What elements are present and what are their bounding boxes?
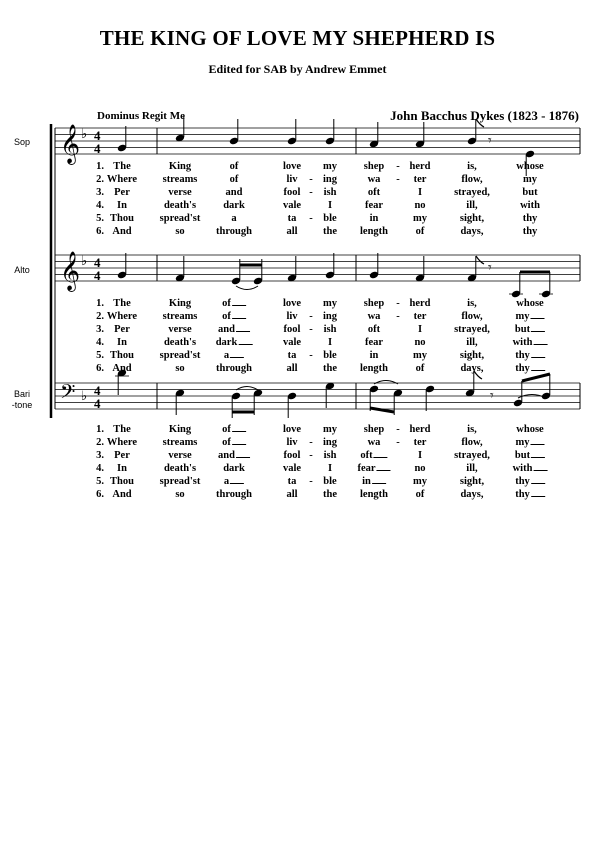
baritone-slur xyxy=(374,381,398,385)
lyric-syllable: verse xyxy=(168,187,192,198)
lyric-syllable: I xyxy=(417,324,423,335)
lyric-syllable: In xyxy=(117,337,127,348)
lyric-syllable: King xyxy=(168,298,192,309)
verse-number: 3. xyxy=(96,324,104,335)
lyric-syllable: oft xyxy=(367,187,381,198)
lyric-syllable: Thou xyxy=(110,476,134,487)
lyric-syllable: verse xyxy=(168,324,192,335)
lyric-syllable: is, xyxy=(467,161,477,172)
verse-number: 6. xyxy=(96,363,104,374)
lyric-syllable: all xyxy=(286,363,298,374)
lyric-syllable: shep xyxy=(363,161,385,172)
lyric-syllable: King xyxy=(168,424,192,435)
lyric-syllable: strayed, xyxy=(454,324,490,335)
lyric-syllable: And xyxy=(112,363,132,374)
verse-number: 2. xyxy=(96,174,104,185)
lyric-syllable: vale xyxy=(282,463,302,474)
lyric-syllable: I xyxy=(327,337,333,348)
time-signature-bottom: 4 xyxy=(94,141,101,156)
lyric-syllable: days, xyxy=(460,226,484,237)
verse-number: 1. xyxy=(96,161,104,172)
lyric-syllable: a xyxy=(231,213,237,224)
lyric-syllable: liv xyxy=(286,437,298,448)
lyric-syllable: love xyxy=(282,298,302,309)
lyric-syllable: herd xyxy=(409,298,431,309)
lyric-syllable: ing xyxy=(322,174,338,185)
verse-number: 1. xyxy=(96,298,104,309)
lyric-syllable: Per xyxy=(114,324,130,335)
lyric-syllable: fear xyxy=(357,463,390,475)
lyric-syllable: sight, xyxy=(459,213,485,224)
verse-number: 5. xyxy=(96,213,104,224)
lyric-syllable: but xyxy=(515,324,545,336)
time-signature-bottom: 4 xyxy=(94,268,101,283)
lyric-syllable: Where xyxy=(106,311,138,322)
lyric-syllable: of xyxy=(415,489,425,500)
page-title: THE KING OF LOVE MY SHEPHERD IS xyxy=(99,26,496,50)
lyric-syllable: streams xyxy=(162,174,198,185)
lyric-syllable: I xyxy=(327,463,333,474)
lyric-syllable: the xyxy=(323,489,337,500)
lyric-syllable: but xyxy=(515,450,545,462)
lyric-syllable: Per xyxy=(114,187,130,198)
lyric-syllable: Thou xyxy=(110,213,134,224)
lyric-syllable: love xyxy=(282,161,302,172)
lyric-syllable: spread'st xyxy=(159,350,201,361)
lyric-syllable: ish xyxy=(323,187,337,198)
lyric-syllable: of xyxy=(415,363,425,374)
lyric-syllable: ble xyxy=(323,213,337,224)
lyric-syllable: thy xyxy=(515,350,545,362)
lyric-syllable: all xyxy=(286,226,298,237)
lyric-syllable: my xyxy=(323,161,337,172)
lyric-syllable: spread'st xyxy=(159,213,201,224)
lyric-syllable: vale xyxy=(282,200,302,211)
lyric-syllable: all xyxy=(286,489,298,500)
bass-clef-icon: 𝄢 xyxy=(60,380,76,408)
lyric-syllable: length xyxy=(359,363,389,374)
lyric-syllable: my xyxy=(523,174,537,185)
lyric-syllable: streams xyxy=(162,437,198,448)
lyric-syllable: thy xyxy=(522,213,538,224)
lyric-syllable: ble xyxy=(323,350,337,361)
key-signature-flat-icon: ♭ xyxy=(81,254,88,269)
eighth-rest-icon: 𝄾 xyxy=(490,388,494,404)
lyric-syllable: my xyxy=(516,311,545,323)
lyric-syllable: no xyxy=(414,200,426,211)
lyric-syllable: dark xyxy=(216,337,253,349)
lyric-syllable: fool xyxy=(283,187,301,198)
lyric-syllable: Where xyxy=(106,174,138,185)
page-subtitle: Edited for SAB by Andrew Emmet xyxy=(208,62,387,76)
lyric-syllable: and xyxy=(218,324,250,336)
lyric-syllable: Where xyxy=(106,437,138,448)
lyric-syllable: ble xyxy=(323,476,337,487)
lyric-syllable: my xyxy=(413,350,427,361)
eighth-rest-icon: 𝄾 xyxy=(488,260,492,276)
lyric-syllable: vale xyxy=(282,337,302,348)
lyric-syllable: with xyxy=(520,200,540,211)
lyric-syllable: so xyxy=(175,489,185,500)
lyric-syllable: in xyxy=(369,213,379,224)
lyric-syllable: fear xyxy=(364,337,384,348)
lyric-syllable: my xyxy=(323,424,337,435)
staff-label-baritone-2: -tone xyxy=(11,400,33,410)
key-signature-flat-icon: ♭ xyxy=(81,127,88,142)
lyric-syllable: with xyxy=(513,463,548,475)
lyric-syllable: through xyxy=(216,363,252,374)
lyric-syllable: herd xyxy=(409,161,431,172)
lyric-syllable: spread'st xyxy=(159,476,201,487)
lyric-syllable: In xyxy=(117,200,127,211)
lyric-syllable: days, xyxy=(460,363,484,374)
lyric-syllable: I xyxy=(327,200,333,211)
lyric-syllable: is, xyxy=(467,298,477,309)
lyric-syllable: my xyxy=(323,298,337,309)
lyric-syllable: fear xyxy=(364,200,384,211)
lyric-syllable: liv xyxy=(286,311,298,322)
lyric-syllable: through xyxy=(216,489,252,500)
lyric-syllable: sight, xyxy=(459,476,485,487)
staff-label-soprano: Sop xyxy=(13,137,30,147)
lyric-hyphen: - xyxy=(309,311,313,322)
lyric-syllable: oft xyxy=(360,450,387,462)
lyric-syllable: flow, xyxy=(461,174,483,185)
lyric-syllable: days, xyxy=(460,489,484,500)
lyric-syllable: strayed, xyxy=(454,450,490,461)
lyric-syllable: but xyxy=(522,187,538,198)
verse-number: 3. xyxy=(96,187,104,198)
lyric-syllable: the xyxy=(323,226,337,237)
lyric-syllable: of xyxy=(229,174,239,185)
eighth-rest-icon: 𝄾 xyxy=(488,133,492,149)
lyric-syllable: thy xyxy=(515,489,545,501)
lyric-syllable: of xyxy=(415,226,425,237)
lyric-syllable: wa xyxy=(367,174,381,185)
lyric-hyphen: - xyxy=(309,350,313,361)
soprano-note-flag xyxy=(476,119,484,127)
lyric-syllable: with xyxy=(513,337,548,349)
lyric-syllable: of xyxy=(222,311,246,323)
lyric-hyphen: - xyxy=(309,450,313,461)
time-signature-top: 4 xyxy=(94,383,101,398)
lyric-syllable: And xyxy=(112,226,132,237)
verse-number: 2. xyxy=(96,311,104,322)
lyric-syllable: verse xyxy=(168,450,192,461)
lyric-hyphen: - xyxy=(309,213,313,224)
lyric-syllable: strayed, xyxy=(454,187,490,198)
lyric-syllable: ta xyxy=(287,213,297,224)
lyric-syllable: shep xyxy=(363,298,385,309)
lyric-syllable: ing xyxy=(322,311,338,322)
lyric-syllable: shep xyxy=(363,424,385,435)
treble-clef-icon: 𝄞 xyxy=(60,124,81,164)
lyric-syllable: my xyxy=(413,476,427,487)
lyric-syllable: flow, xyxy=(461,437,483,448)
lyric-hyphen: - xyxy=(396,298,400,309)
lyric-syllable: length xyxy=(359,226,389,237)
staff-label-baritone-1: Bari xyxy=(13,389,30,399)
lyric-syllable: of xyxy=(229,161,239,172)
lyric-syllable: is, xyxy=(467,424,477,435)
lyric-syllable: whose xyxy=(516,161,544,172)
lyric-syllable: liv xyxy=(286,174,298,185)
lyric-syllable: oft xyxy=(367,324,381,335)
lyric-syllable: thy xyxy=(515,476,545,488)
lyric-hyphen: - xyxy=(396,424,400,435)
verse-number: 2. xyxy=(96,437,104,448)
lyric-syllable: Thou xyxy=(110,350,134,361)
verse-number: 3. xyxy=(96,450,104,461)
lyric-syllable: so xyxy=(175,363,185,374)
key-signature-flat-icon: ♭ xyxy=(81,389,88,404)
baritone-beam xyxy=(522,374,550,381)
lyric-hyphen: - xyxy=(309,437,313,448)
lyric-hyphen: - xyxy=(309,476,313,487)
composer-credit: John Bacchus Dykes (1823 - 1876) xyxy=(390,108,579,123)
lyric-syllable: ing xyxy=(322,437,338,448)
lyric-syllable: ter xyxy=(413,311,427,322)
lyric-syllable: ter xyxy=(413,174,427,185)
lyric-syllable: fool xyxy=(283,450,301,461)
lyric-syllable: sight, xyxy=(459,350,485,361)
time-signature-bottom: 4 xyxy=(94,396,101,411)
alto-slur xyxy=(236,286,258,290)
alto-note-flag xyxy=(476,256,484,264)
lyric-syllable: whose xyxy=(516,424,544,435)
treble-clef-icon: 𝄞 xyxy=(60,251,81,291)
lyric-syllable: King xyxy=(168,161,192,172)
lyric-syllable: thy xyxy=(522,226,538,237)
lyric-syllable: through xyxy=(216,226,252,237)
lyric-syllable: love xyxy=(282,424,302,435)
lyric-syllable: The xyxy=(113,298,131,309)
tune-name: Dominus Regit Me xyxy=(97,110,185,122)
lyric-syllable: And xyxy=(112,489,132,500)
staff-label-alto: Alto xyxy=(14,265,30,275)
lyric-hyphen: - xyxy=(396,174,400,185)
lyric-syllable: ta xyxy=(287,350,297,361)
lyric-syllable: dark xyxy=(223,200,245,211)
lyric-hyphen: - xyxy=(309,324,313,335)
lyric-syllable: so xyxy=(175,226,185,237)
lyric-syllable: In xyxy=(117,463,127,474)
lyric-syllable: of xyxy=(222,424,246,436)
lyric-syllable: and xyxy=(225,187,243,198)
lyric-syllable: Per xyxy=(114,450,130,461)
lyric-syllable: length xyxy=(359,489,389,500)
lyric-syllable: The xyxy=(113,424,131,435)
lyric-syllable: my xyxy=(413,213,427,224)
lyric-syllable: ill, xyxy=(466,200,478,211)
verse-number: 4. xyxy=(96,463,104,474)
lyric-syllable: dark xyxy=(223,463,245,474)
time-signature-top: 4 xyxy=(94,255,101,270)
lyric-syllable: ta xyxy=(287,476,297,487)
lyric-syllable: The xyxy=(113,161,131,172)
lyric-syllable: a xyxy=(224,350,244,362)
lyric-hyphen: - xyxy=(309,174,313,185)
lyric-syllable: fool xyxy=(283,324,301,335)
lyric-hyphen: - xyxy=(396,437,400,448)
verse-number: 4. xyxy=(96,337,104,348)
verse-number: 6. xyxy=(96,489,104,500)
lyric-syllable: of xyxy=(222,437,246,449)
lyric-syllable: wa xyxy=(367,437,381,448)
lyric-hyphen: - xyxy=(396,311,400,322)
lyric-syllable: ish xyxy=(323,324,337,335)
lyric-syllable: a xyxy=(224,476,244,488)
lyric-syllable: I xyxy=(417,450,423,461)
lyric-syllable: whose xyxy=(516,298,544,309)
lyric-syllable: streams xyxy=(162,311,198,322)
lyric-syllable: in xyxy=(369,350,379,361)
verse-number: 4. xyxy=(96,200,104,211)
lyric-syllable: ill, xyxy=(466,463,478,474)
lyric-syllable: I xyxy=(417,187,423,198)
lyric-hyphen: - xyxy=(309,187,313,198)
verse-number: 5. xyxy=(96,476,104,487)
lyric-syllable: of xyxy=(222,298,246,310)
lyric-syllable: death's xyxy=(163,463,197,474)
lyric-syllable: and xyxy=(218,450,250,462)
lyric-syllable: death's xyxy=(163,200,197,211)
lyric-syllable: wa xyxy=(367,311,381,322)
lyric-syllable: death's xyxy=(163,337,197,348)
lyric-syllable: in xyxy=(362,476,386,488)
verse-number: 1. xyxy=(96,424,104,435)
lyric-hyphen: - xyxy=(396,161,400,172)
lyric-syllable: my xyxy=(516,437,545,449)
lyric-syllable: thy xyxy=(515,363,545,375)
lyric-syllable: ter xyxy=(413,437,427,448)
verse-number: 6. xyxy=(96,226,104,237)
time-signature-top: 4 xyxy=(94,128,101,143)
lyric-syllable: no xyxy=(414,463,426,474)
lyric-syllable: ish xyxy=(323,450,337,461)
lyric-syllable: herd xyxy=(409,424,431,435)
lyric-syllable: flow, xyxy=(461,311,483,322)
lyric-syllable: no xyxy=(414,337,426,348)
lyric-syllable: the xyxy=(323,363,337,374)
lyric-syllable: ill, xyxy=(466,337,478,348)
verse-number: 5. xyxy=(96,350,104,361)
